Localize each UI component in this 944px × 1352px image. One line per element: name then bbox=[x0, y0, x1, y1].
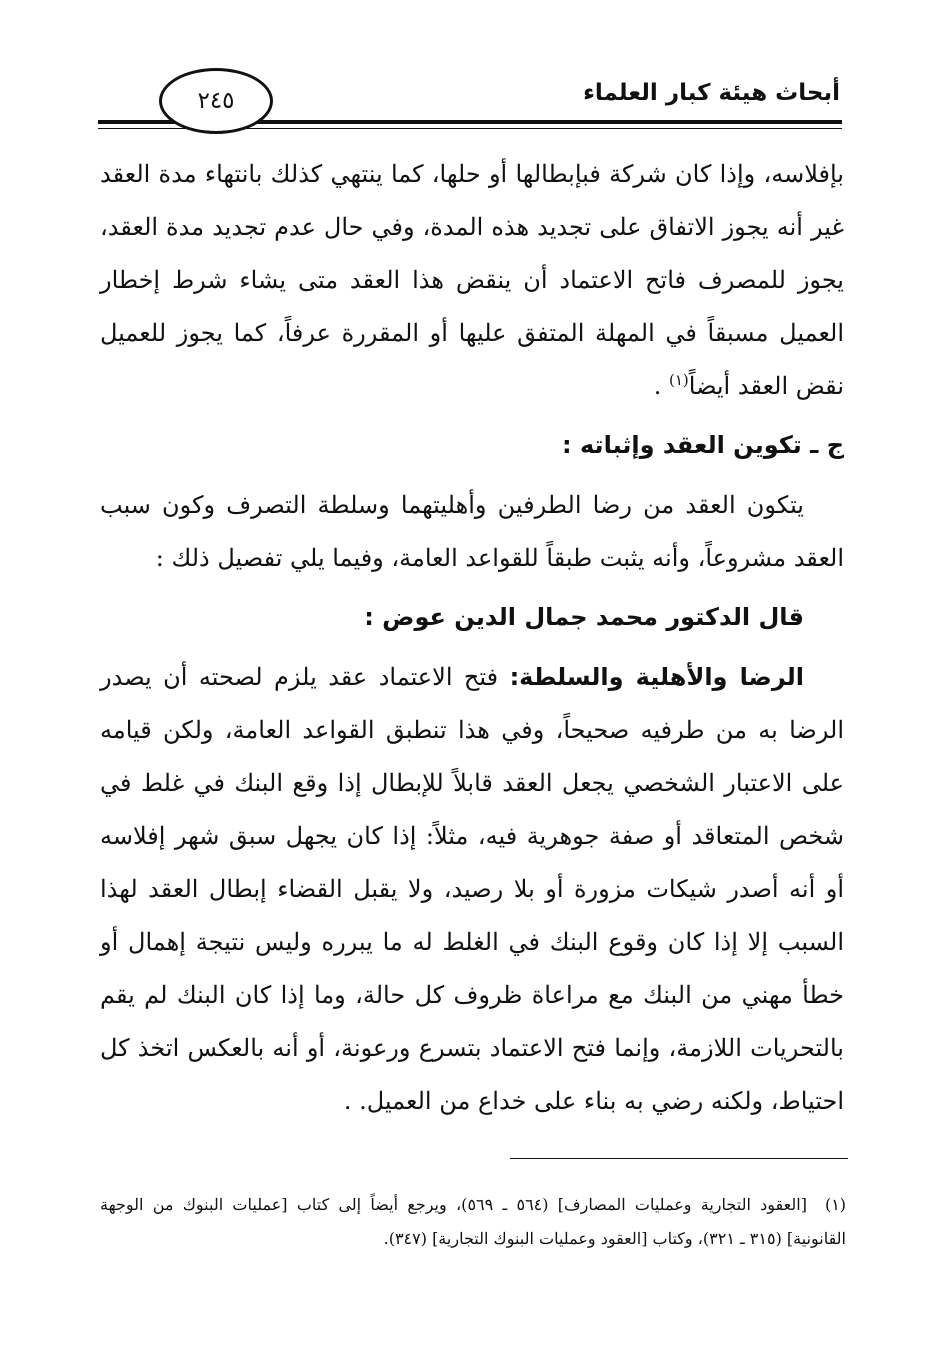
running-title: أبحاث هيئة كبار العلماء bbox=[583, 80, 840, 106]
body-text bbox=[100, 148, 844, 1128]
paragraph-3-lead: الرضا والأهلية والسلطة: bbox=[509, 663, 804, 691]
footnote-item bbox=[100, 1188, 846, 1256]
footnote-marker[interactable]: (١) bbox=[668, 371, 689, 389]
footnote-text: [العقود التجارية وعمليات المصارف] (٥٦٤ ـ ٥٦٩)، ويرجع أيضاً إلى كتاب [عمليات البنوك من الوجهة القانونية] (٣١٥ ـ ٣٢١)، وكتاب [العقود وعمليات البنوك التجارية] (٣٤٧). bbox=[100, 1195, 846, 1248]
paragraph-3 bbox=[100, 651, 844, 1128]
paragraph-2: يتكون العقد من رضا الطرفين وأهليتهما وسلطة التصرف وكون سبب العقد مشروعاً، وأنه يثبت طبقاً للقواعد العامة، وفيما يلي تفصيل ذلك : bbox=[100, 491, 844, 572]
quote-heading: قال الدكتور محمد جمال الدين عوض : bbox=[364, 603, 804, 631]
page-number: ٢٤٥ bbox=[159, 68, 273, 134]
paragraph-1 bbox=[100, 148, 844, 413]
footnote-number: (١) bbox=[824, 1195, 847, 1214]
footnote-separator bbox=[510, 1158, 848, 1159]
paragraph-1-end: . bbox=[653, 372, 669, 400]
section-heading-c: ج ـ تكوين العقد وإثباته : bbox=[562, 431, 844, 459]
paragraph-3-text: فتح الاعتماد عقد يلزم لصحته أن يصدر الرضا به من طرفيه صحيحاً، وفي هذا تنطبق القواعد العامة، ولكن قيامه على الاعتبار الشخصي يجعل العقد قابلاً للإبطال إذا وقع البنك في غلط في شخص المتعاقد أو صفة جوهرية فيه، مثلاً: إذا كان يجهل سبق شهر إفلاسه أو أنه أصدر شيكات مزورة أو بلا رصيد، ولا يقبل القضاء إبطال العقد لهذا السبب إلا إذا كان وقوع البنك في الغلط له ما يبرره وليس نتيجة إهمال أو خطأ مهني من البنك مع مراعاة ظروف كل حالة، وما إذا كان البنك لم يقم بالتحريات اللازمة، وإنما فتح الاعتماد بتسرع ورعونة، أو أنه بالعكس اتخذ كل احتياط، ولكنه رضي به بناء على خداع من العميل. . bbox=[100, 663, 844, 1115]
footnotes bbox=[100, 1188, 846, 1256]
paragraph-1-text: بإفلاسه، وإذا كان شركة فبإبطالها أو حلها، كما ينتهي كذلك بانتهاء مدة العقد غير أنه يجوز الاتفاق على تجديد هذه المدة، وفي حال عدم تجديد مدة العقد، يجوز للمصرف فاتح الاعتماد أن ينقض هذا العقد متى يشاء شرط إخطار العميل مسبقاً في المهلة المتفق عليها أو المقررة عرفاً، كما يجوز للعميل نقض العقد أيضاً bbox=[100, 160, 844, 400]
